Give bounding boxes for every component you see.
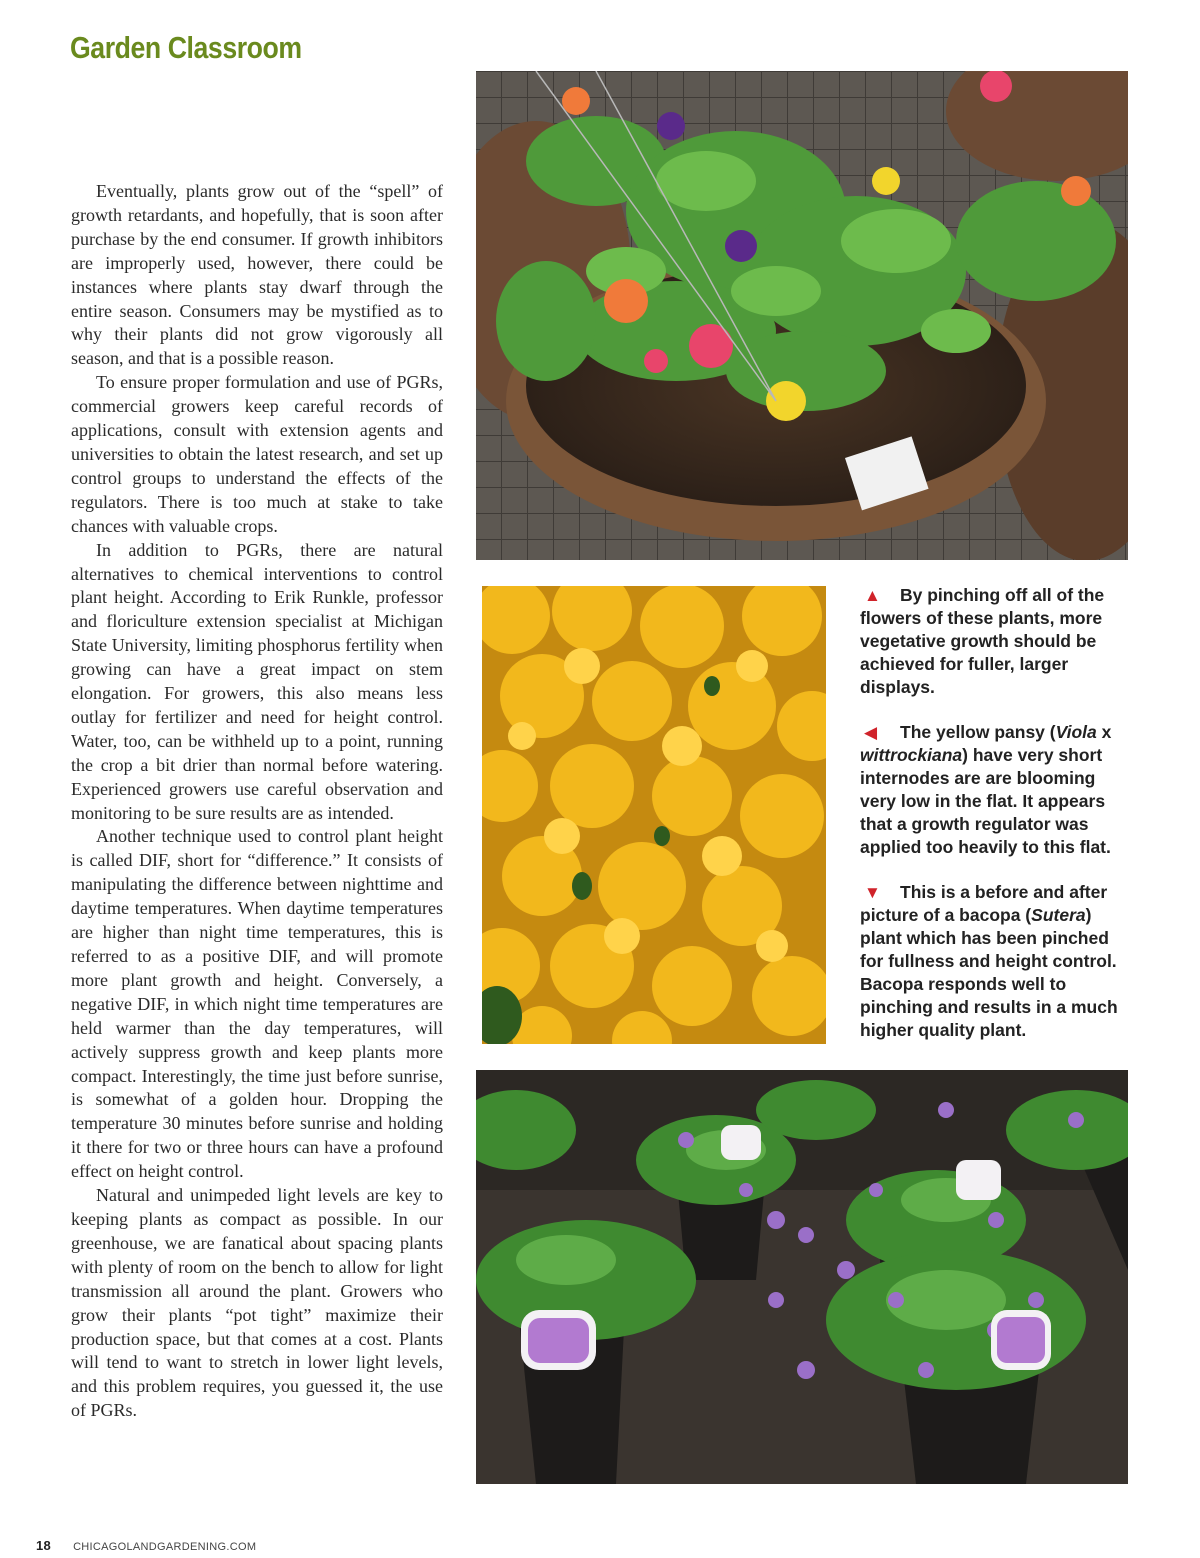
caption-bacopa: ▼ This is a before and after picture of a bacopa (Sutera) plant which has been pinched for fullness and height control. Bacopa responds well to pinching and results in a much higher quality plant. [860,882,1118,1040]
section-title: Garden Classroom [70,30,302,65]
article-body [71,180,443,1423]
arrow-down-icon: ▼ [864,883,881,902]
caption-yellow-pansy: ◀ The yellow pansy (Viola x wittrockiana) have very short internodes are are blooming very low in the flat. It appears that a growth regulator was applied too heavily to this flat. [860,722,1112,857]
article-paragraph: To ensure proper formulation and use of PGRs, commercial growers keep careful records of applications, consult with extension agents and universities to obtain the latest research, and set up control groups to understand the effects of the regulators. There is too much at stake to take chances with valuable crops. [71,372,443,536]
caption-hanging-basket: ▲ By pinching off all of the flowers of these plants, more vegetative growth should be achieved for fuller, larger displays. [860,585,1105,697]
bacopa-photo [476,1070,1128,1484]
yellow-pansy-photo [482,586,826,1044]
page-number: 18 [36,1538,52,1553]
article-paragraph: In addition to PGRs, there are natural alternatives to chemical interventions to control plant height. According to Erik Runkle, professor and floriculture extension specialist at Michigan State University, limiting phosphorus fertility when growing can have a great impact on stem elongation. For growers, this also means less outlay for fertilizer and need for height control. Water, too, can be withheld up to a point, running the crop a bit drier than normal before watering. Experienced growers use careful observation and monitoring to be sure results are as intended. [71,539,443,823]
article-paragraph: Another technique used to control plant height is called DIF, short for “difference.” It consists of manipulating the difference between nighttime and daytime temperatures. When daytime temperatures are higher than night time temperatures, this is referred to as a positive DIF, and will promote more plant growth and height. Conversely, a negative DIF, in which night time temperatures are held warmer than the day temperatures, will actively suppress growth and keep plants more compact. Interestingly, the time just before sunrise, is somewhat of a golden hour. Dropping the temperature 30 minutes before sunrise and holding it there for two or three hours can have a profound effect on height control. [71,826,443,1182]
arrow-left-icon: ◀ [864,723,878,742]
arrow-up-icon: ▲ [864,586,881,605]
photo-captions [860,584,1130,1064]
site-name: CHICAGOLANDGARDENING.COM [73,1541,257,1553]
page-footer [36,1538,256,1553]
article-paragraph: Eventually, plants grow out of the “spell” of growth retardants, and hopefully, that is soon after purchase by the end consumer. If growth inhibitors are improperly used, however, there could be instances where plants stay dwarf through the entire season. Consumers may be mystified as to why their plants did not grow vigorously all season, and that is a possible reason. [71,181,443,369]
hanging-basket-photo [476,71,1128,560]
article-paragraph: Natural and unimpeded light levels are key to keeping plants as compact as possible. In our greenhouse, we are fanatical about spacing plants with plenty of room on the bench to allow for light transmission all around the plant. Growers who grow their plants “pot tight” maximize their production space, but that comes at a cost. Plants will tend to want to stretch in lower light levels, and this problem requires, you guessed it, the use of PGRs. [71,1185,443,1421]
